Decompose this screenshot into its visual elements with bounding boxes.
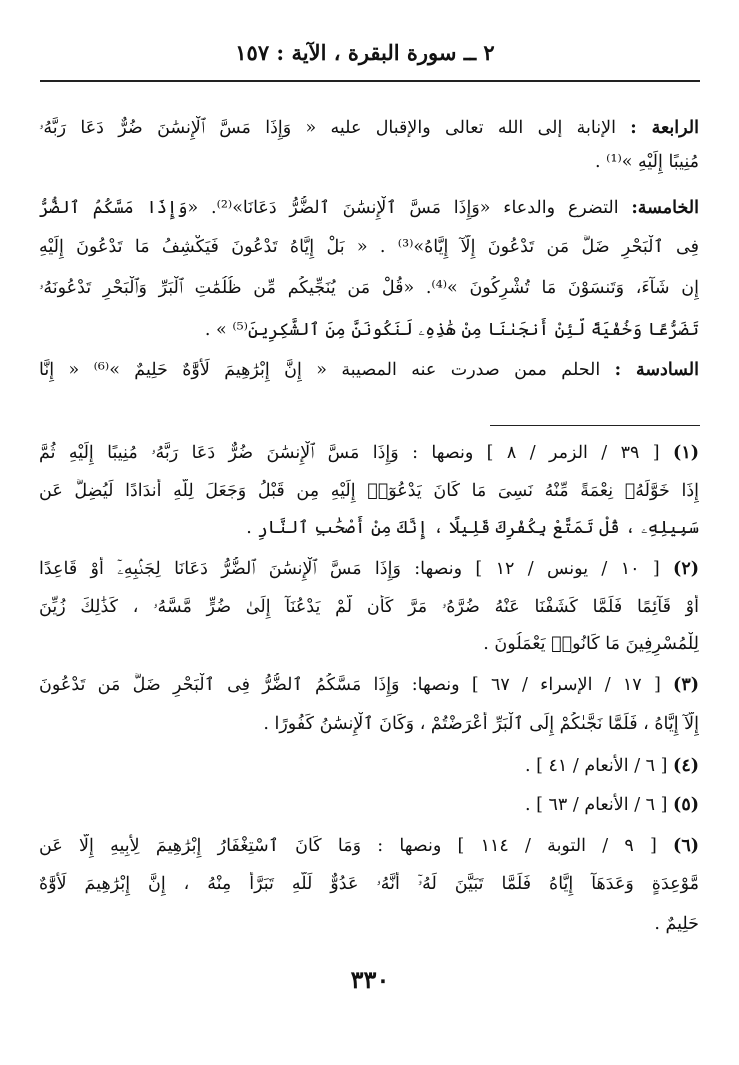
footnote-number: (٥) bbox=[673, 795, 699, 815]
line-text: [ ٦ / الأنعام / ٦٣ ] . bbox=[524, 795, 674, 815]
body-line bbox=[39, 235, 699, 259]
line-text: إِلَّآ إِيَّاهُ ، فَلَمَّا نَجَّىٰكُمْ إِلَى ٱلْبَرِّ أَعْرَضْتُمْ ، وَكَانَ ٱلْإِنسَٰنُ كَفُورًا . bbox=[263, 714, 699, 734]
footnote-line bbox=[39, 479, 699, 503]
footnote-line bbox=[39, 516, 699, 540]
footnote-line bbox=[39, 712, 699, 736]
footnote-number: (٦) bbox=[673, 836, 699, 856]
page-header: ٢ ــ سورة البقرة ، الآية : ١٥٧ bbox=[235, 40, 495, 65]
footnote-line bbox=[39, 872, 699, 896]
paragraph-lead: الرابعة : bbox=[630, 118, 699, 138]
paragraph-lead: الخامسة: bbox=[631, 198, 699, 218]
line-text: فِى ٱلْبَحْرِ ضَلَّ مَن تَدْعُونَ إِلَّآ إِيَّاهُ»⁽³⁾ . « بَلْ إِيَّاهُ تَدْعُونَ فَيَكْشِفُ مَا تَدْعُونَ إِلَيْهِ bbox=[39, 237, 699, 257]
footnote-line bbox=[39, 557, 699, 581]
body-line bbox=[39, 150, 699, 174]
line-text: [ ١٠ / يونس / ١٢ ] ونصها: وَإِذَا مَسَّ ٱلْإِنسَٰنَ ٱلضُّرُّ دَعَانَا لِجَنۢبِهِۦٓ أَوْ قَاعِدًا bbox=[39, 559, 674, 579]
footnote-line bbox=[39, 754, 699, 778]
page-number: ٣٣٠ bbox=[350, 965, 390, 994]
paragraph-lead: السادسة : bbox=[614, 360, 699, 380]
body-line bbox=[39, 358, 699, 382]
body-line bbox=[39, 116, 699, 140]
footnote-line bbox=[39, 912, 699, 936]
line-text: التضرع والدعاء «وَإِذَا مَسَّ ٱلْإِنسَٰنَ ٱلضُّرُّ دَعَانَا»⁽²⁾. «وَإِذَا مَسَّكُمُ ٱلضُّرُّ bbox=[39, 198, 632, 218]
footnote-line bbox=[39, 632, 699, 656]
footnote-line bbox=[39, 834, 699, 858]
footnote-line bbox=[39, 441, 699, 465]
line-text: مَّوْعِدَةٍ وَعَدَهَآ إِيَّاهُ فَلَمَّا تَبَيَّنَ لَهُۥٓ أَنَّهُۥ عَدُوٌّ لِّلَّهِ تَبَرَّأَ مِنْهُ ، إِنَّ إِبْرَٰهِيمَ لَأَوَّٰهٌ bbox=[39, 874, 699, 894]
footnote-number: (٢) bbox=[673, 559, 699, 579]
footnote-number: (٤) bbox=[673, 756, 699, 776]
line-text: مُنِيبًا إِلَيْهِ »⁽¹⁾ . bbox=[595, 152, 699, 172]
footnote-line bbox=[39, 793, 699, 817]
line-text: [ ٦ / الأنعام / ٤١ ] . bbox=[524, 756, 674, 776]
line-text: إِن شَآءَ، وَتَنسَوْنَ مَا تُشْرِكُونَ »⁽⁴⁾. «قُلْ مَن يُنَجِّيكُم مِّن ظُلُمَٰتِ ٱلْبَرِّ وَٱلْبَحْرِ تَدْعُونَهُۥ bbox=[39, 278, 699, 298]
footnote-line bbox=[39, 595, 699, 619]
header-rule bbox=[40, 80, 700, 82]
body-line bbox=[39, 318, 699, 342]
footnote-line bbox=[39, 673, 699, 697]
line-text: [ ٩ / التوبة / ١١٤ ] ونصها : وَمَا كَانَ ٱسْتِغْفَارُ إِبْرَٰهِيمَ لِأَبِيهِ إِلَّا عَن bbox=[39, 836, 674, 856]
line-text: أَوْ قَآئِمًا فَلَمَّا كَشَفْنَا عَنْهُ ضُرَّهُۥ مَرَّ كَأَن لَّمْ يَدْعُنَآ إِلَىٰ ضُرٍّ مَّسَّهُۥ ، كَذَٰلِكَ زُيِّنَ bbox=[39, 597, 699, 617]
body-line bbox=[39, 196, 699, 220]
line-text: الإنابة إلى الله تعالى والإقبال عليه « وَإِذَا مَسَّ ٱلْإِنسَٰنَ ضُرٌّ دَعَا رَبَّهُۥ bbox=[39, 118, 631, 138]
line-text: لِلْمُسْرِفِينَ مَا كَانُوا۟ يَعْمَلُونَ . bbox=[483, 634, 699, 654]
line-text: الحلم ممن صدرت عنه المصيبة « إِنَّ إِبْرَٰهِيمَ لَأَوَّٰهٌ حَلِيمٌ »⁽⁶⁾ « إِنَّا bbox=[39, 360, 615, 380]
footnote-number: (٣) bbox=[673, 675, 699, 695]
line-text: حَلِيمٌ . bbox=[654, 914, 699, 934]
line-text: سَبِيلِهِۦ ، قُلْ تَمَتَّعْ بِكُفْرِكَ قَلِيلًا ، إِنَّكَ مِنْ أَصْحَٰبِ ٱلنَّارِ . bbox=[246, 518, 699, 538]
line-text: تَضَرُّعًا وَخُفْيَةً لَّئِنْ أَنجَىٰنَا مِنْ هَٰذِهِۦ لَنَكُونَنَّ مِنَ ٱلشَّٰكِرِينَ⁽⁵⁾ » . bbox=[204, 320, 699, 340]
line-text: [ ١٧ / الإسراء / ٦٧ ] ونصها: وَإِذَا مَسَّكُمُ ٱلضُّرُّ فِى ٱلْبَحْرِ ضَلَّ مَن تَدْعُونَ bbox=[39, 675, 674, 695]
footnote-number: (١) bbox=[673, 443, 699, 463]
footnote-separator bbox=[490, 425, 700, 426]
line-text: إِذَا خَوَّلَهُۥ نِعْمَةً مِّنْهُ نَسِىَ مَا كَانَ يَدْعُوٓا۟ إِلَيْهِ مِن قَبْلُ وَجَعَلَ لِلَّهِ أَندَادًا لِّيُضِلَّ عَن bbox=[39, 481, 699, 501]
line-text: [ ٣٩ / الزمر / ٨ ] ونصها : وَإِذَا مَسَّ ٱلْإِنسَٰنَ ضُرٌّ دَعَا رَبَّهُۥ مُنِيبًا إِلَيْهِ ثُمَّ bbox=[39, 443, 674, 463]
body-line bbox=[39, 276, 699, 300]
